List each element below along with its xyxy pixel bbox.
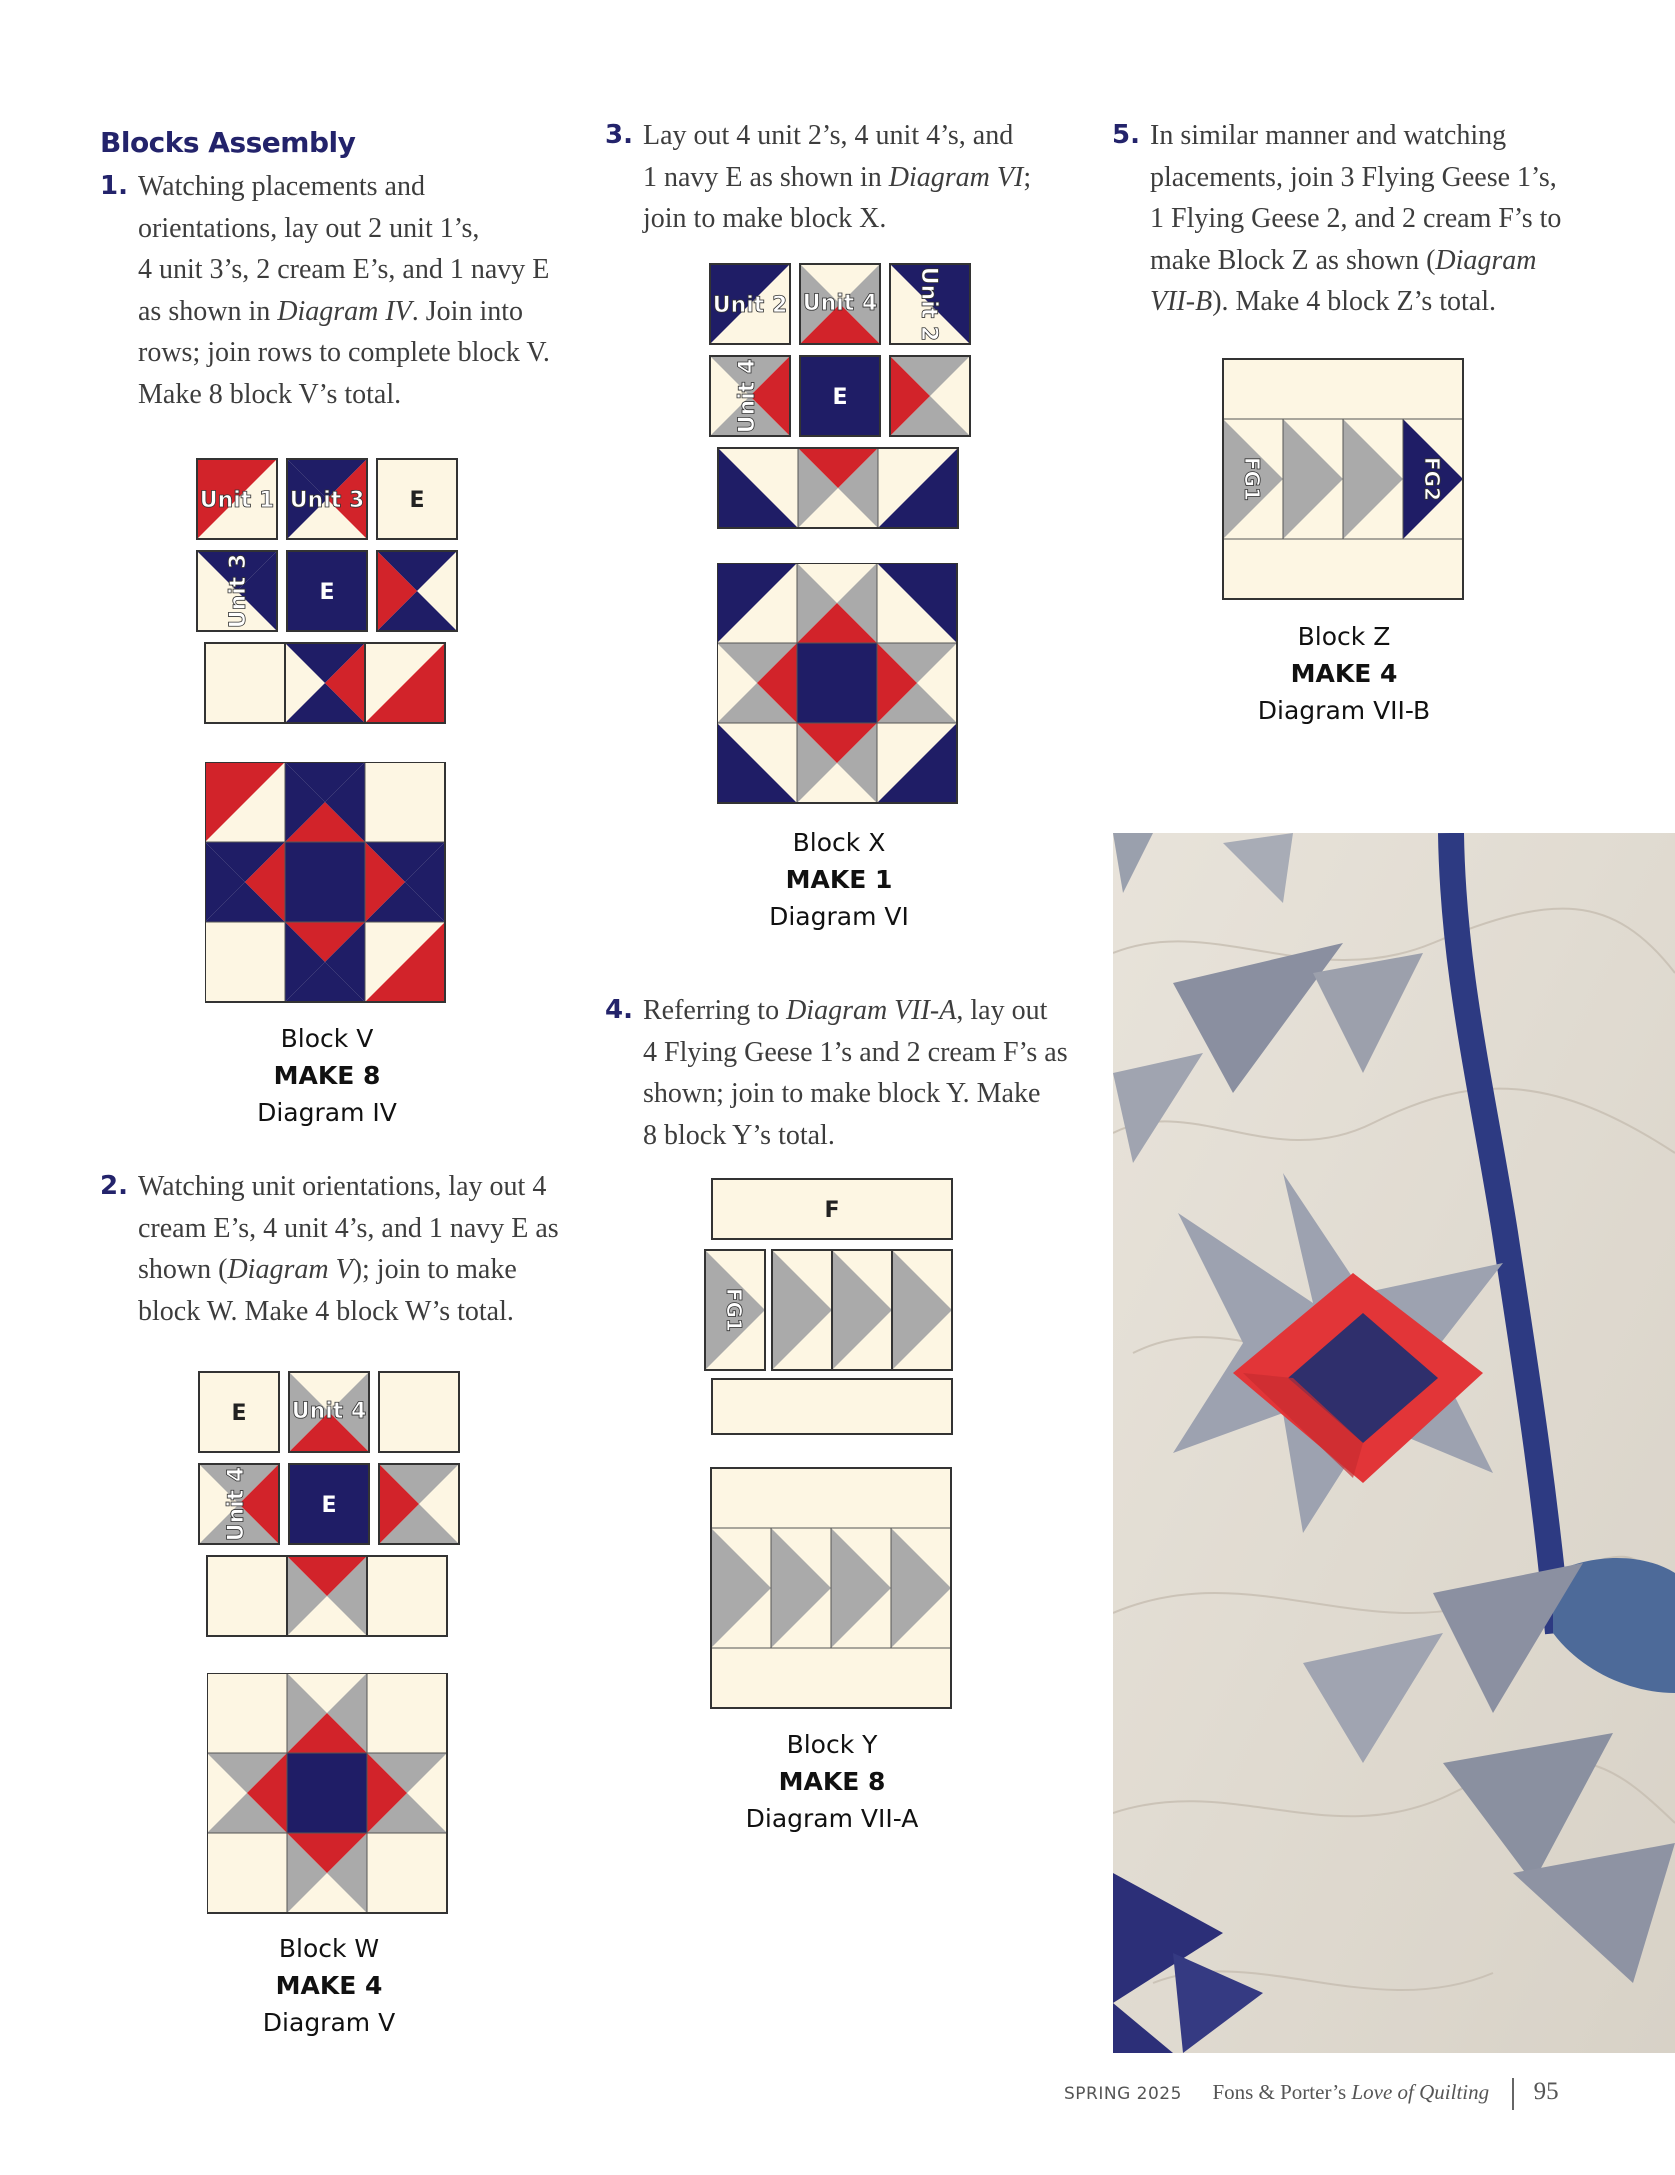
quilt-photo <box>1113 833 1675 2053</box>
step-number: 4. <box>605 995 633 1025</box>
block-name: Block V <box>280 1024 374 1053</box>
step-line: Watching unit orientations, lay out 4 <box>138 1171 547 1202</box>
diagram-v-layout <box>197 1368 462 1638</box>
block-name: Block Y <box>786 1730 878 1759</box>
step-line: make Block Z as shown (Diagram <box>1150 244 1537 276</box>
step-3 <box>605 115 1032 240</box>
step-line: Watching placements and <box>138 171 425 202</box>
step-line: 8 block Y’s total. <box>643 1119 835 1151</box>
block-y-illustration <box>710 1467 954 1711</box>
step-line: rows; join rows to complete block V. <box>138 337 550 369</box>
unit-4-label: Unit 4 <box>802 291 878 316</box>
magazine-title: Love of Quilting <box>1351 2080 1490 2104</box>
step-line: 4 unit 3’s, 2 cream E’s, and 1 navy E <box>138 254 550 286</box>
step-line: block W. Make 4 block W’s total. <box>138 1295 514 1327</box>
unit-3-square <box>287 459 367 539</box>
diagram-name: Diagram VI <box>769 902 909 931</box>
f-label: F <box>824 1198 840 1223</box>
step-line: In similar manner and watching <box>1150 120 1507 151</box>
step-line: Lay out 4 unit 2’s, 4 unit 4’s, and <box>643 120 1014 151</box>
step-line: Referring to Diagram VII-A, lay out <box>643 995 1048 1026</box>
step-line: as shown in Diagram IV. Join into <box>138 295 524 327</box>
block-name: Block W <box>278 1934 380 1963</box>
unit-4-label: Unit 4 <box>291 1399 367 1424</box>
diagram-v-caption <box>229 1930 429 2041</box>
unit-2-label: Unit 2 <box>712 293 788 318</box>
fg2-label: FG2 <box>1420 457 1444 501</box>
make-count: MAKE 4 <box>1290 659 1398 688</box>
e-label: E <box>832 385 848 410</box>
make-count: MAKE 8 <box>778 1767 886 1796</box>
unit-2-label: Unit 2 <box>916 266 941 342</box>
make-count: MAKE 1 <box>785 865 893 894</box>
page-footer <box>1064 2078 1559 2110</box>
diagram-name: Diagram VII-A <box>745 1804 919 1833</box>
e-label: E <box>409 488 425 513</box>
unit-3-square-rotated <box>197 551 277 631</box>
unit-1-square <box>197 459 277 539</box>
unit-3-square <box>377 551 457 631</box>
diagram-vii-b-caption <box>1244 618 1444 729</box>
unit-3-label: Unit 3 <box>289 488 365 513</box>
block-name: Block Z <box>1297 622 1391 651</box>
step-number: 5. <box>1112 120 1140 150</box>
page-number: 95 <box>1533 2078 1559 2105</box>
diagram-name: Diagram IV <box>257 1098 397 1127</box>
step-line: join to make block X. <box>643 203 887 235</box>
block-name: Block X <box>792 828 886 857</box>
step-line: Make 8 block V’s total. <box>138 378 402 410</box>
step-line: orientations, lay out 2 unit 1’s, <box>138 212 480 244</box>
step-line: 4 Flying Geese 1’s and 2 cream F’s as <box>643 1036 1068 1068</box>
step-line: cream E’s, 4 unit 4’s, and 1 navy E as <box>138 1212 559 1244</box>
block-x-illustration <box>717 563 961 807</box>
block-v-illustration <box>205 762 449 1006</box>
footer-divider <box>1512 2078 1514 2110</box>
diagram-name: Diagram VII-B <box>1257 696 1431 725</box>
step-line: shown (Diagram V); join to make <box>138 1254 517 1286</box>
magazine-prefix: Fons & Porter’s <box>1212 2080 1347 2104</box>
step-line: placements, join 3 Flying Geese 1’s, <box>1150 161 1557 193</box>
unit-1-label: Unit 1 <box>199 488 275 513</box>
fg1-label: FG1 <box>1240 457 1264 501</box>
unit-3-label: Unit 3 <box>226 553 251 629</box>
step-number: 1. <box>100 171 128 201</box>
section-heading: Blocks Assembly <box>100 126 356 159</box>
issue-season: SPRING 2025 <box>1064 2084 1182 2104</box>
step-line: 1 navy E as shown in Diagram VI; <box>643 161 1032 193</box>
step-number: 3. <box>605 120 633 150</box>
fg1-label: FG1 <box>722 1288 746 1332</box>
block-w-illustration <box>207 1673 451 1917</box>
unit-4-label: Unit 4 <box>224 1466 249 1542</box>
block-z-illustration <box>1222 358 1466 602</box>
diagram-vii-a-layout <box>702 1176 962 1436</box>
step-line: 1 Flying Geese 2, and 2 cream F’s to <box>1150 203 1562 235</box>
unit-4-label: Unit 4 <box>735 358 760 434</box>
step-2 <box>100 1166 559 1332</box>
step-line: VII-B). Make 4 block Z’s total. <box>1150 286 1497 318</box>
step-line: shown; join to make block Y. Make <box>643 1078 1041 1110</box>
step-4 <box>605 990 1068 1156</box>
diagram-vii-a-caption <box>732 1726 932 1837</box>
step-5 <box>1112 115 1562 323</box>
diagram-vi-layout <box>708 262 973 532</box>
e-label: E <box>231 1401 247 1426</box>
make-count: MAKE 8 <box>273 1061 381 1090</box>
step-1 <box>100 166 550 416</box>
diagram-vi-caption <box>739 824 939 935</box>
diagram-iv-layout <box>195 455 460 725</box>
diagram-iv-caption <box>227 1020 427 1131</box>
diagram-name: Diagram V <box>262 2008 396 2037</box>
make-count: MAKE 4 <box>275 1971 383 2000</box>
e-label: E <box>319 580 335 605</box>
step-number: 2. <box>100 1171 128 1201</box>
e-label: E <box>321 1493 337 1518</box>
